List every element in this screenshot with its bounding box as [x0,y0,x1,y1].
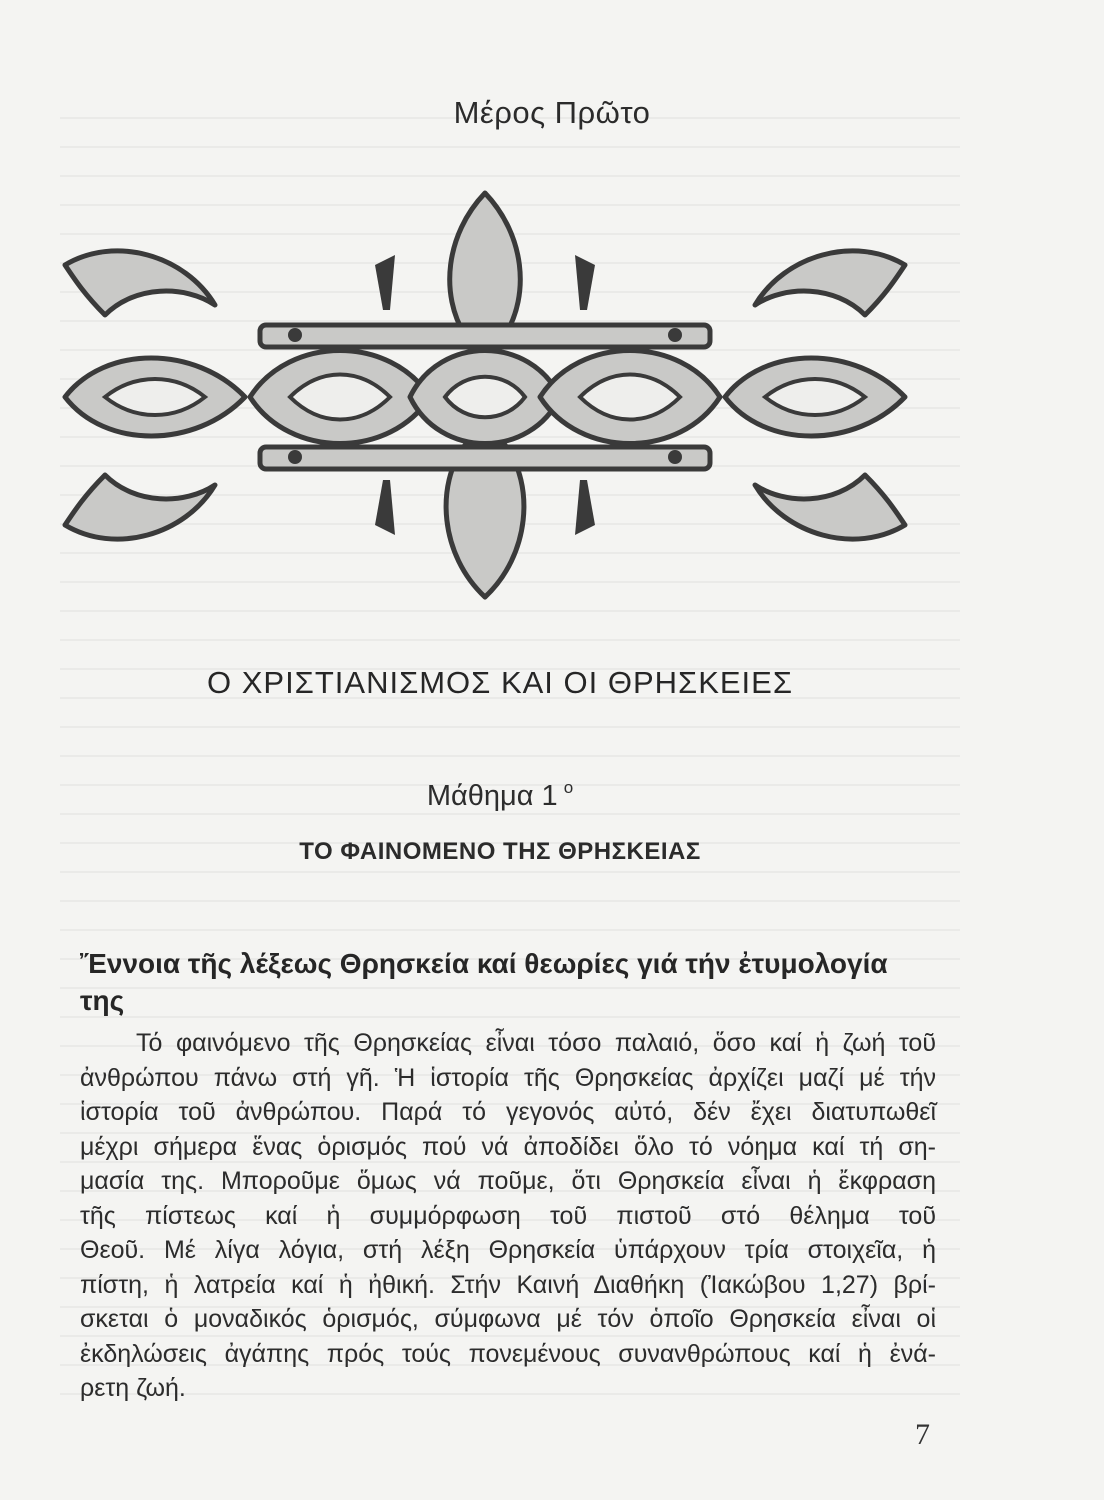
part-title: Μέρος Πρῶτο [453,95,651,130]
ornament-scroll-right-bottom [755,475,905,539]
section-heading-line-2: της [80,985,125,1016]
body-paragraph [80,1026,936,1406]
ornament-band-bottom [260,447,710,469]
decorative-ornament [45,185,925,605]
body-line: ἱστορία τοῦ ἀνθρώπου. Παρά τό γεγονός αὐτό, δέν ἔχει διατυπωθεῖ [80,1098,936,1126]
lesson-number [0,778,1000,813]
body-line: ἀνθρώπου πάνω στή γῆ. Ἡ ἱστορία τῆς Θρησκείας ἀρχίζει μαζί μέ τήν [80,1063,936,1092]
body-line: σκεται ὁ μοναδικός ὁρισμός, σύμφωνα μέ τόν ὁποῖο Θρησκεία εἶναι οἱ [80,1305,936,1333]
body-line: πίστη, ἡ λατρεία καί ἡ ἠθική. Στήν Καινή Διαθήκη (Ἰακώβου 1,27) βρί- [80,1270,936,1299]
body-line: ἐκδηλώσεις ἀγάπης πρός τούς πονεμένους συνανθρώπους καί ἡ ἐνά- [80,1339,936,1368]
section-heading [80,945,940,1019]
body-line: ρετη ζωή. [80,1374,186,1402]
body-line: μέχρι σήμερα ἕνας ὁρισμός πού νά ἀποδίδει ὅλο τό νόημα καί τή ση- [80,1132,936,1161]
ornament-scroll-right-top [755,251,905,315]
ornament-scroll-left-bottom [65,475,215,539]
main-title: Ο ΧΡΙΣΤΙΑΝΙΣΜΟΣ ΚΑΙ ΟΙ ΘΡΗΣΚΕΙΕΣ [206,665,794,700]
body-line: Τό φαινόμενο τῆς Θρησκείας εἶναι τόσο παλαιό, ὅσο καί ἡ ζωή τοῦ [136,1029,936,1057]
body-line: μασία της. Μποροῦμε ὅμως νά ποῦμε, ὅτι Θρησκεία εἶναι ἡ ἔκφραση [80,1167,936,1195]
ornament-band-top [260,325,710,347]
lesson-label: Μάθημα 1 [426,780,558,812]
lesson-title: ΤΟ ΦΑΙΝΟΜΕΝΟ ΤΗΣ ΘΡΗΣΚΕΙΑΣ [299,838,701,865]
page-number: 7 [915,1418,930,1451]
ornament-scroll-left-top [65,251,215,315]
lesson-superscript: ο [563,778,574,797]
body-line: τῆς πίστεως καί ἡ συμμόρφωση τοῦ πιστοῦ στό θέλημα τοῦ [80,1201,936,1230]
body-line: Θεοῦ. Μέ λίγα λόγια, στή λέξη Θρησκεία ὑπάρχουν τρία στοιχεῖα, ἡ [80,1236,936,1264]
section-heading-line-1: Ἔννοια τῆς λέξεως Θρησκεία καί θεωρίες γιά τήν ἐτυμολογία [80,948,888,979]
